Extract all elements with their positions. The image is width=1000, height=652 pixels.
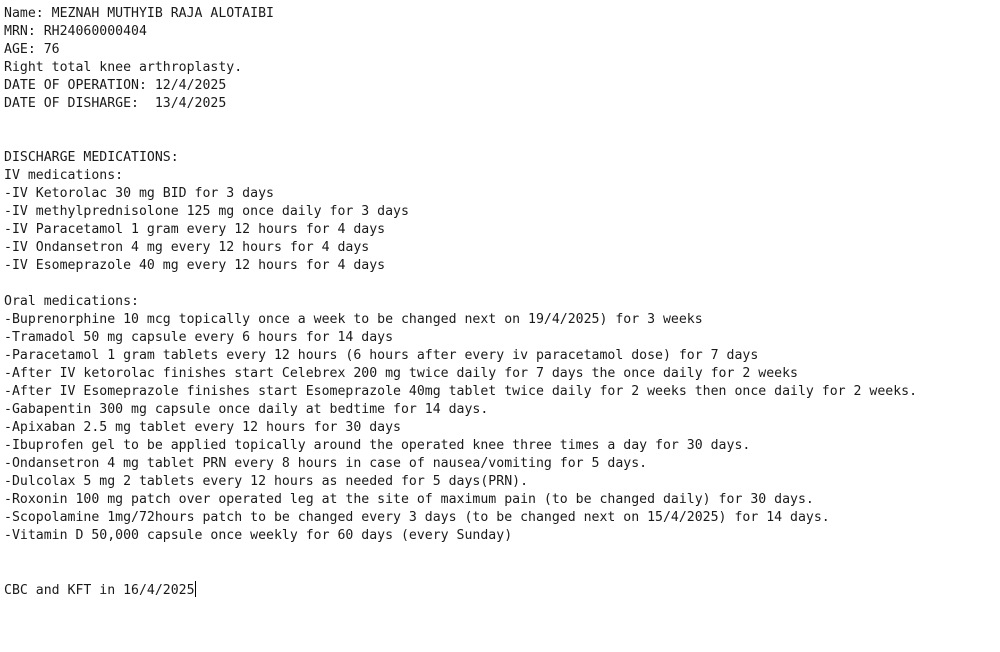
oral-medication-item: -Tramadol 50 mg capsule every 6 hours for 14 days: [4, 330, 394, 345]
oral-medication-item: -After IV ketorolac finishes start Celebrex 200 mg twice daily for 7 days the once daily for 2 weeks: [4, 366, 798, 381]
discharge-medications-heading: DISCHARGE MEDICATIONS:: [4, 150, 179, 165]
text-cursor: [195, 581, 196, 597]
oral-medication-item: -After IV Esomeprazole finishes start Esomeprazole 40mg tablet twice daily for 2 weeks then once daily for 2 weeks.: [4, 384, 918, 399]
patient-name: Name: MEZNAH MUTHYIB RAJA ALOTAIBI: [4, 6, 274, 21]
oral-medication-item: -Apixaban 2.5 mg tablet every 12 hours for 30 days: [4, 420, 401, 435]
procedure: Right total knee arthroplasty.: [4, 60, 243, 75]
oral-medication-item: -Vitamin D 50,000 capsule once weekly for 60 days (every Sunday): [4, 528, 513, 543]
date-of-operation: DATE OF OPERATION: 12/4/2025: [4, 78, 227, 93]
iv-medications-heading: IV medications:: [4, 168, 124, 183]
iv-medication-item: -IV Ondansetron 4 mg every 12 hours for 4 days: [4, 240, 370, 255]
date-of-discharge: DATE OF DISHARGE: 13/4/2025: [4, 96, 227, 111]
patient-mrn: MRN: RH24060000404: [4, 24, 147, 39]
iv-medication-item: -IV Paracetamol 1 gram every 12 hours for 4 days: [4, 222, 386, 237]
oral-medications-heading: Oral medications:: [4, 294, 139, 309]
labs-note: CBC and KFT in 16/4/2025: [4, 583, 195, 598]
oral-medication-item: -Roxonin 100 mg patch over operated leg at the site of maximum pain (to be changed daily) for 30 days.: [4, 492, 814, 507]
oral-medication-item: -Dulcolax 5 mg 2 tablets every 12 hours as needed for 5 days(PRN).: [4, 474, 529, 489]
oral-medication-item: -Gabapentin 300 mg capsule once daily at bedtime for 14 days.: [4, 402, 489, 417]
labs-note-line: [4, 581, 196, 600]
oral-medication-item: -Paracetamol 1 gram tablets every 12 hours (6 hours after every iv paracetamol dose) for 7 days: [4, 348, 759, 363]
iv-medication-item: -IV methylprednisolone 125 mg once daily for 3 days: [4, 204, 409, 219]
patient-age: AGE: 76: [4, 42, 60, 57]
iv-medication-item: -IV Ketorolac 30 mg BID for 3 days: [4, 186, 274, 201]
oral-medication-item: -Ibuprofen gel to be applied topically around the operated knee three times a day for 30 days.: [4, 438, 751, 453]
oral-medication-item: -Scopolamine 1mg/72hours patch to be changed every 3 days (to be changed next on 15/4/2025) for 14 days.: [4, 510, 830, 525]
iv-medication-item: -IV Esomeprazole 40 mg every 12 hours for 4 days: [4, 258, 386, 273]
oral-medication-item: -Buprenorphine 10 mcg topically once a week to be changed next on 19/4/2025) for 3 weeks: [4, 312, 703, 327]
oral-medication-item: -Ondansetron 4 mg tablet PRN every 8 hours in case of nausea/vomiting for 5 days.: [4, 456, 648, 471]
